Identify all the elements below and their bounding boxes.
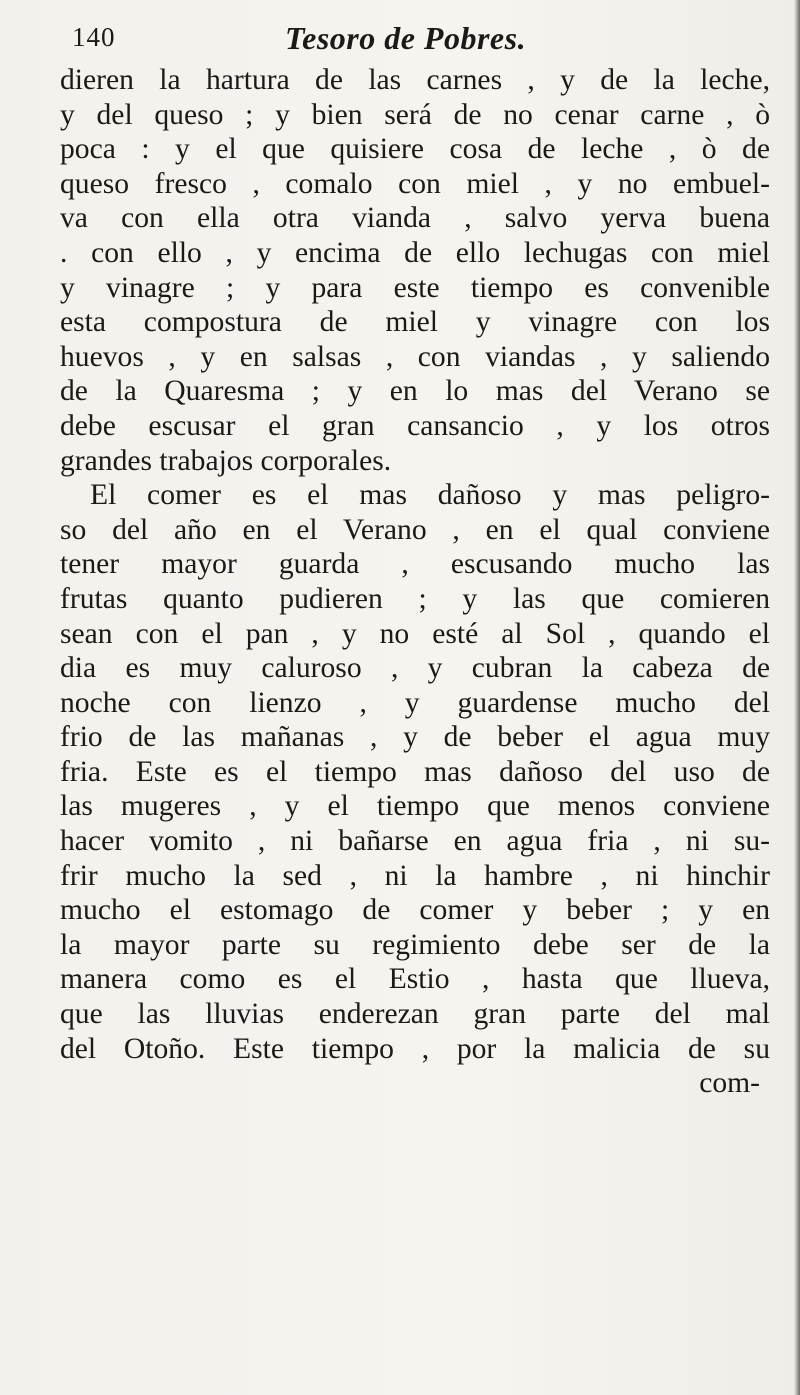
text-line: las mugeres , y el tiempo que menos conviene xyxy=(60,790,770,823)
text-line: fria. Este es el tiempo mas dañoso del uso de xyxy=(60,755,770,788)
text-line: mucho el estomago de comer y beber ; y en xyxy=(60,894,770,927)
text-line: tener mayor guarda , escusando mucho las xyxy=(60,548,770,581)
text-line: frutas quanto pudieren ; y las que comieren xyxy=(60,582,770,615)
text-line: hacer vomito , ni bañarse en agua fria , ni su- xyxy=(60,825,770,858)
text-line: que las lluvias enderezan gran parte del mal xyxy=(60,998,770,1031)
text-line: noche con lienzo , y guardense mucho del xyxy=(60,686,770,719)
text-line: so del año en el Verano , en el qual conviene xyxy=(60,513,770,546)
text-line: manera como es el Estio , hasta que llueva, xyxy=(60,963,770,996)
text-line: la mayor parte su regimiento debe ser de la xyxy=(60,928,770,961)
page-number: 140 xyxy=(72,22,116,52)
text-line: frir mucho la sed , ni la hambre , ni hinchir xyxy=(60,859,770,892)
text-line: huevos , y en salsas , con viandas , y saliendo xyxy=(60,340,770,373)
text-line: esta compostura de miel y vinagre con los xyxy=(60,306,770,339)
text-line: debe escusar el gran cansancio , y los otros xyxy=(60,409,770,442)
text-line: queso fresco , comalo con miel , y no embuel- xyxy=(60,167,770,200)
body-text xyxy=(60,63,770,1101)
text-line: del Otoño. Este tiempo , por la malicia de su xyxy=(60,1032,770,1065)
text-line: dia es muy caluroso , y cubran la cabeza de xyxy=(60,652,770,685)
text-line: y vinagre ; y para este tiempo es convenible xyxy=(60,271,770,304)
catchword: com- xyxy=(699,1067,760,1100)
text-line: . con ello , y encima de ello lechugas con miel xyxy=(60,236,770,269)
text-line: dieren la hartura de las carnes , y de la leche, xyxy=(60,64,770,96)
text-line: y del queso ; y bien será de no cenar carne , ò xyxy=(60,98,770,131)
text-line: va con ella otra vianda , salvo yerva buena xyxy=(60,202,770,235)
text-line: de la Quaresma ; y en lo mas del Verano se xyxy=(60,375,770,408)
text-line: poca : y el que quisiere cosa de leche , ò de xyxy=(60,133,770,166)
running-title: Tesoro de Pobres. xyxy=(285,20,527,56)
text-line: frio de las mañanas , y de beber el agua muy xyxy=(60,721,770,754)
text-line: El comer es el mas dañoso y mas peligro- xyxy=(90,479,770,512)
page-edge-shadow xyxy=(794,0,800,1395)
text-line: sean con el pan , y no esté al Sol , quando el xyxy=(60,617,770,650)
page-header xyxy=(60,16,740,60)
text-line: grandes trabajos corporales. xyxy=(60,444,392,477)
